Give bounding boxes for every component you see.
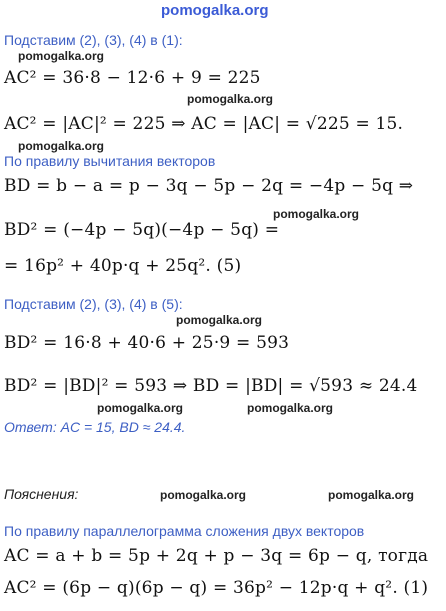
watermark: pomogalka.org xyxy=(18,139,105,153)
parallelogram-rule-text: По правилу параллелограмма сложения двух векторов xyxy=(4,523,365,539)
watermark: pomogalka.org xyxy=(328,488,415,502)
equation-bd-vector: BD = b − a = p − 3q − 5p − 2q = −4p − 5q ⇒ xyxy=(4,176,414,196)
watermark: pomogalka.org xyxy=(97,401,184,415)
site-title[interactable]: pomogalka.org xyxy=(161,2,269,19)
watermark: pomogalka.org xyxy=(187,92,274,106)
substitute-line-1: Подставим (2), (3), (4) в (1): xyxy=(4,32,183,48)
equation-bd-expanded: = 16p² + 40p·q + 25q². (5) xyxy=(4,256,242,276)
equation-bd-squared-value: BD² = 16·8 + 40·6 + 25·9 = 593 xyxy=(4,333,290,353)
watermark: pomogalka.org xyxy=(176,313,263,327)
watermark: pomogalka.org xyxy=(273,207,360,221)
equation-bd-length: BD² = |BD|² = 593 ⇒ BD = |BD| = √593 ≈ 24.4 xyxy=(4,376,418,396)
equation-ac-squared: AC² = 36·8 − 12·6 + 9 = 225 xyxy=(4,68,261,88)
equation-ac-vector: AC = a + b = 5p + 2q + p − 3q = 6p − q, тогда xyxy=(4,546,429,566)
equation-bd-squared-product: BD² = (−4p − 5q)(−4p − 5q) = xyxy=(4,220,280,240)
watermark: pomogalka.org xyxy=(18,49,105,63)
substitute-line-2: Подставим (2), (3), (4) в (5): xyxy=(4,296,183,312)
watermark: pomogalka.org xyxy=(160,488,247,502)
answer-line: Ответ: AC = 15, BD ≈ 24.4. xyxy=(4,419,186,435)
watermark: pomogalka.org xyxy=(247,401,334,415)
equation-ac-length: AC² = |AC|² = 225 ⇒ AC = |AC| = √225 = 15. xyxy=(4,114,404,134)
equation-ac-squared-expanded: AC² = (6p − q)(6p − q) = 36p² − 12p·q + q². (1) xyxy=(4,578,429,598)
explanations-heading: Пояснения: xyxy=(4,486,79,502)
subtraction-rule-text: По правилу вычитания векторов xyxy=(4,153,216,169)
